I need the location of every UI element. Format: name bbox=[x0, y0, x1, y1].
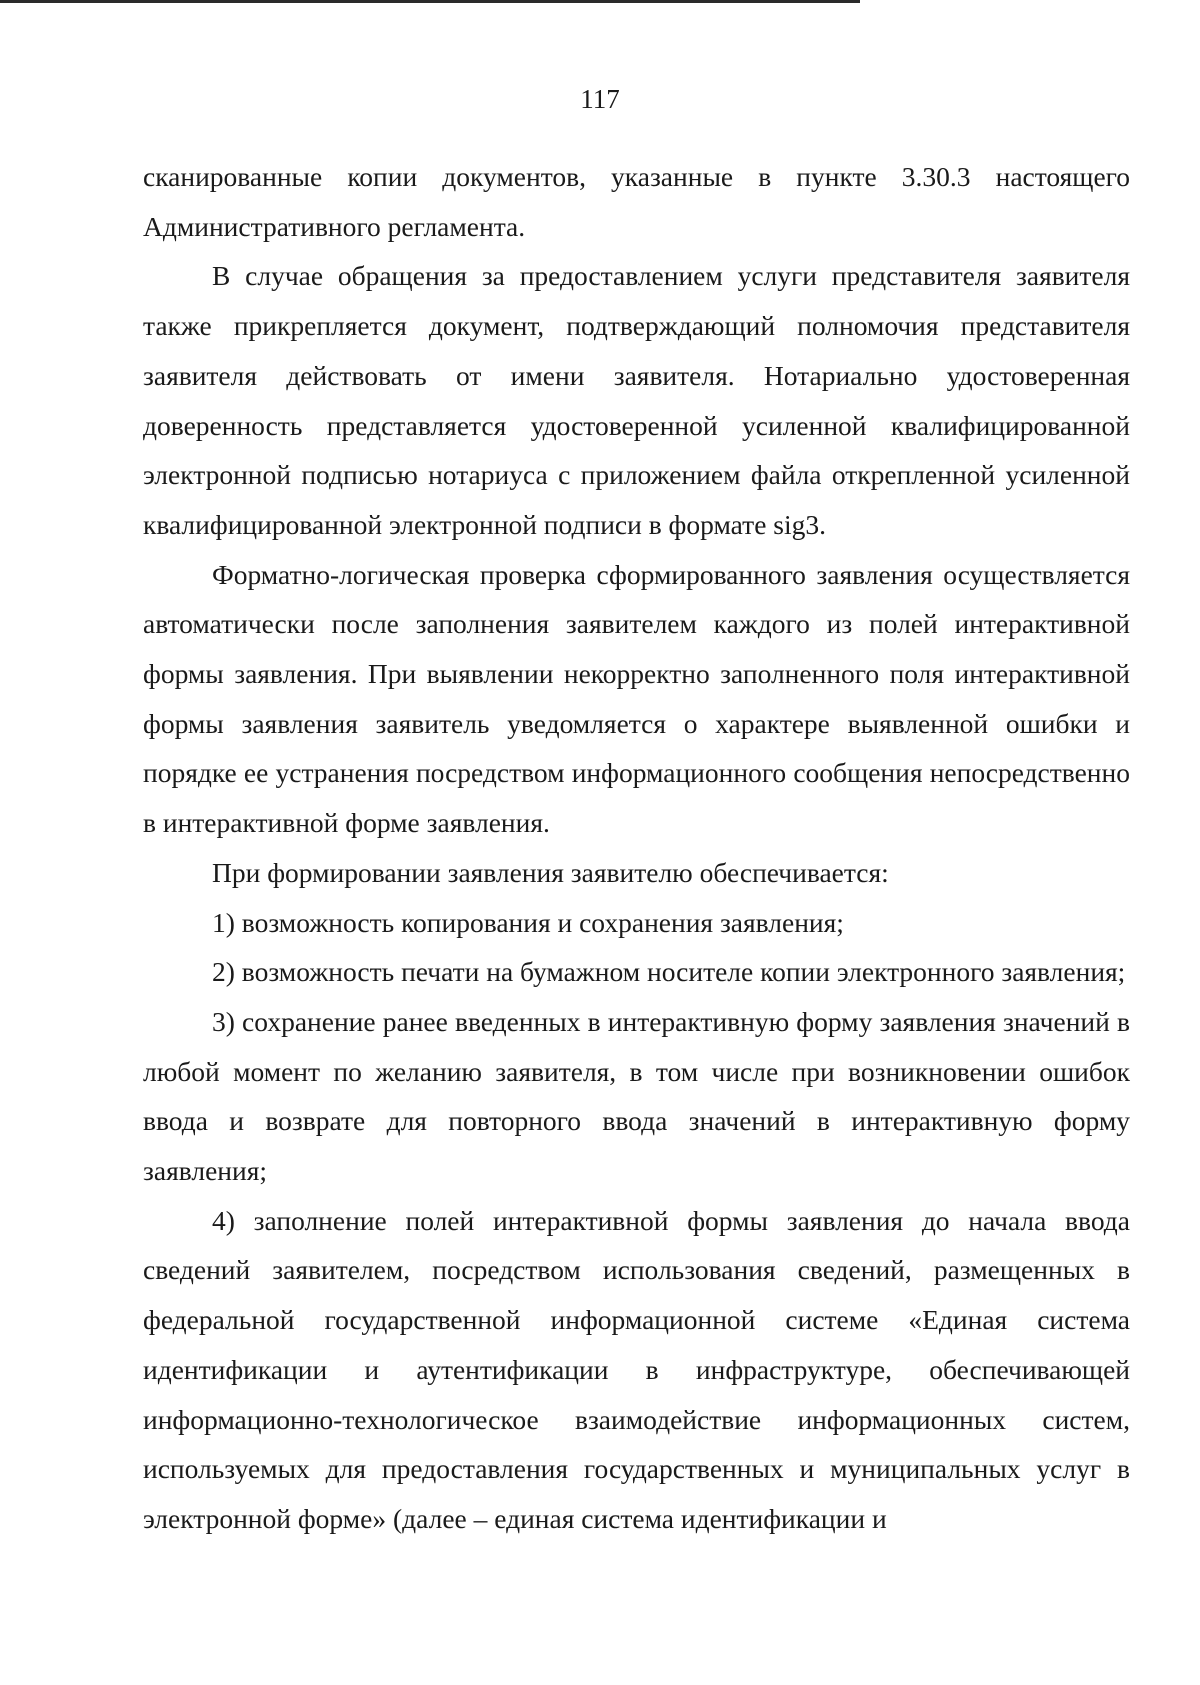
list-item-2: 2) возможность печати на бумажном носителе копии электронного заявления; bbox=[212, 956, 1126, 988]
paragraph-provision-intro: При формировании заявления заявителю обеспечивается: bbox=[212, 856, 889, 888]
top-border-line bbox=[0, 0, 860, 3]
list-item-4: 4) заполнение полей интерактивной формы заявления до начала ввода сведений заявителем, посредством использования сведений, размещенных в федеральной государственной информационной системе «Единая система идентификации и аутентификации в инфраструктуре, обеспечивающей информационно-технологическое взаимодействие информационных систем, используемых для предоставления государственных и муниципальных услуг в электронной форме» (далее – единая система идентификации и bbox=[143, 1204, 1130, 1534]
paragraph-representative: В случае обращения за предоставлением услуги представителя заявителя также прикрепляется документ, подтверждающий полномочия представителя заявителя действовать от имени заявителя. Нотариально удостоверенная доверенность представляется удостоверенной усиленной квалифицированной электронной подписью нотариуса с приложением файла открепленной усиленной квалифицированной электронной подписи в формате sig3. bbox=[143, 260, 1130, 540]
paragraph-format-check: Форматно-логическая проверка сформированного заявления осуществляется автоматически после заполнения заявителем каждого из полей интерактивной формы заявления. При выявлении некорректно заполненного поля интерактивной формы заявления заявитель уведомляется о характере выявленной ошибки и порядке ее устранения посредством информационного сообщения непосредственно в интерактивной форме заявления. bbox=[143, 558, 1130, 839]
page-number: 117 bbox=[580, 84, 620, 114]
paragraph-continuation: сканированные копии документов, указанные в пункте 3.30.3 настоящего Административного регламента. bbox=[143, 161, 1130, 242]
list-item-1: 1) возможность копирования и сохранения заявления; bbox=[212, 906, 844, 938]
list-item-3: 3) сохранение ранее введенных в интерактивную форму заявления значений в любой момент по желанию заявителя, в том числе при возникновении ошибок ввода и возврате для повторного ввода значений в интерактивную форму заявления; bbox=[143, 1005, 1130, 1187]
document-body bbox=[143, 152, 1130, 1544]
